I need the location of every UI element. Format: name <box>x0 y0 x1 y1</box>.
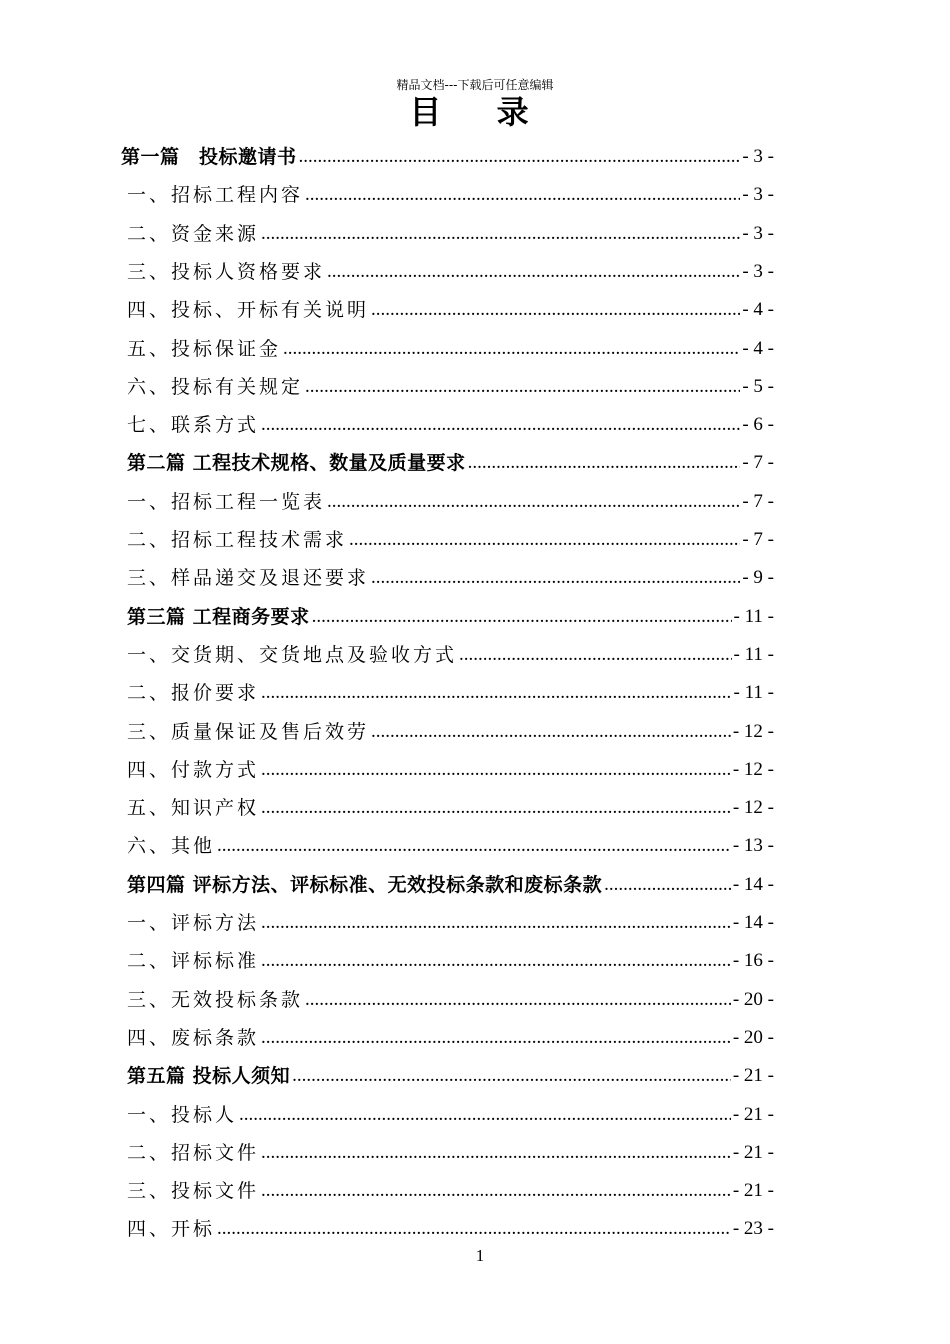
toc-dot-leader <box>327 491 740 513</box>
toc-entry-page: - 12 - <box>732 797 774 819</box>
toc-entry-page: - 11 - <box>733 643 774 665</box>
toc-entry-page: - 20 - <box>732 988 774 1010</box>
toc-dot-leader <box>349 529 740 551</box>
toc-subsection-entry[interactable] <box>127 173 774 211</box>
toc-entry-label: 三、投标人资格要求 <box>127 260 326 283</box>
toc-entry-page: - 21 - <box>732 1180 774 1202</box>
toc-entry-page: - 20 - <box>732 1026 774 1048</box>
toc-entry-label: 第五篇 投标人须知 <box>127 1065 291 1088</box>
toc-section-entry[interactable] <box>127 1054 774 1092</box>
toc-section-entry[interactable] <box>127 863 774 901</box>
toc-subsection-entry[interactable] <box>127 1131 774 1169</box>
toc-entry-label: 一、招标工程内容 <box>127 184 304 207</box>
toc-dot-leader <box>261 797 731 819</box>
toc-subsection-entry[interactable] <box>127 978 774 1016</box>
toc-entry-page: - 7 - <box>742 490 774 512</box>
toc-subsection-entry[interactable] <box>127 480 774 518</box>
toc-dot-leader <box>299 146 741 168</box>
toc-dot-leader <box>305 989 731 1011</box>
toc-subsection-entry[interactable] <box>127 939 774 977</box>
toc-entry-label: 三、样品递交及退还要求 <box>127 567 370 590</box>
toc-entry-label: 六、其他 <box>127 835 216 858</box>
toc-section-entry[interactable] <box>121 135 774 173</box>
toc-dot-leader <box>261 912 731 934</box>
toc-dot-leader <box>217 835 731 857</box>
toc-subsection-entry[interactable] <box>127 556 774 594</box>
toc-dot-leader <box>459 644 732 666</box>
toc-entry-label: 第二篇 工程技术规格、数量及质量要求 <box>127 452 466 475</box>
toc-entry-page: - 21 - <box>732 1065 774 1087</box>
toc-entry-label: 四、开标 <box>127 1218 216 1241</box>
toc-entry-page: - 21 - <box>732 1141 774 1163</box>
toc-subsection-entry[interactable] <box>127 1207 774 1245</box>
toc-subsection-entry[interactable] <box>127 1016 774 1054</box>
toc-entry-page: - 14 - <box>732 912 774 933</box>
toc-entry-page: - 7 - <box>742 452 774 474</box>
toc-dot-leader <box>261 950 731 972</box>
toc-entry-page: - 9 - <box>742 567 774 589</box>
toc-section-entry[interactable] <box>127 595 774 633</box>
toc-entry-label: 三、投标文件 <box>127 1180 260 1203</box>
toc-subsection-entry[interactable] <box>127 748 774 786</box>
toc-entry-page: - 7 - <box>742 529 774 550</box>
toc-dot-leader <box>261 414 740 436</box>
toc-entry-label: 一、评标方法 <box>127 912 260 934</box>
toc-subsection-entry[interactable] <box>127 824 774 862</box>
toc-dot-leader <box>292 1065 731 1087</box>
toc-dot-leader <box>261 1027 731 1049</box>
toc-entry-page: - 3 - <box>742 184 774 206</box>
toc-entry-page: - 12 - <box>732 758 774 780</box>
toc-dot-leader <box>371 299 740 321</box>
toc-entry-label: 三、质量保证及售后效劳 <box>127 720 370 743</box>
toc-dot-leader <box>305 184 740 206</box>
toc-dot-leader <box>217 1218 731 1240</box>
toc-subsection-entry[interactable] <box>127 901 774 939</box>
toc-entry-page: - 11 - <box>733 605 774 627</box>
toc-entry-label: 第三篇 工程商务要求 <box>127 605 310 628</box>
toc-entry-label: 七、联系方式 <box>127 414 260 437</box>
toc-dot-leader <box>312 606 732 628</box>
toc-dot-leader <box>371 721 731 743</box>
toc-subsection-entry[interactable] <box>127 250 774 288</box>
toc-entry-page: - 4 - <box>742 299 774 321</box>
toc-entry-page: - 16 - <box>732 950 774 972</box>
toc-subsection-entry[interactable] <box>127 365 774 403</box>
toc-dot-leader <box>468 452 741 474</box>
toc-entry-label: 二、招标文件 <box>127 1141 260 1164</box>
toc-entry-page: - 12 - <box>732 720 774 742</box>
toc-entry-label: 五、知识产权 <box>127 797 260 820</box>
toc-dot-leader <box>604 874 731 896</box>
toc-entry-page: - 3 - <box>742 260 774 282</box>
toc-entry-page: - 4 - <box>742 337 774 359</box>
toc-entry-label: 二、报价要求 <box>127 682 260 705</box>
toc-dot-leader <box>283 338 740 360</box>
toc-entry-label: 第四篇 评标方法、评标标准、无效投标条款和废标条款 <box>127 873 603 896</box>
toc-dot-leader <box>371 567 740 589</box>
page-title: 目 录 <box>409 93 551 131</box>
toc-entry-label: 第一篇 投标邀请书 <box>121 146 297 168</box>
toc-subsection-entry[interactable] <box>127 518 774 556</box>
toc-entry-label: 四、废标条款 <box>127 1026 260 1049</box>
toc-subsection-entry[interactable] <box>127 633 774 671</box>
toc-dot-leader <box>239 1104 731 1126</box>
toc-subsection-entry[interactable] <box>127 288 774 326</box>
toc-subsection-entry[interactable] <box>127 327 774 365</box>
toc-entry-label: 五、投标保证金 <box>127 337 282 360</box>
toc-section-entry[interactable] <box>127 441 774 479</box>
page-number: 1 <box>475 1246 485 1265</box>
toc-dot-leader <box>261 759 731 781</box>
toc-dot-leader <box>261 223 740 245</box>
toc-entry-page: - 3 - <box>742 146 774 167</box>
toc-entry-page: - 5 - <box>742 375 774 397</box>
toc-entry-label: 二、评标标准 <box>127 950 260 973</box>
header-note: 精品文档---下载后可任意编辑 <box>396 78 554 92</box>
toc-dot-leader <box>305 376 740 398</box>
toc-subsection-entry[interactable] <box>127 710 774 748</box>
toc-entry-label: 一、投标人 <box>127 1103 238 1126</box>
toc-entry-label: 六、投标有关规定 <box>127 375 304 398</box>
toc-entry-page: - 6 - <box>742 414 774 436</box>
toc-subsection-entry[interactable] <box>127 1093 774 1131</box>
toc-entry-label: 二、招标工程技术需求 <box>127 529 348 551</box>
toc-subsection-entry[interactable] <box>127 403 774 441</box>
toc-entry-label: 二、资金来源 <box>127 222 260 245</box>
toc-dot-leader <box>327 261 740 283</box>
toc-entry-page: - 3 - <box>742 222 774 244</box>
toc-entry-page: - 13 - <box>732 835 774 857</box>
toc-dot-leader <box>261 682 732 704</box>
toc-dot-leader <box>261 1180 731 1202</box>
toc-entry-label: 四、投标、开标有关说明 <box>127 299 370 322</box>
toc-entry-label: 四、付款方式 <box>127 758 260 781</box>
toc-subsection-entry[interactable] <box>127 671 774 709</box>
toc-entry-page: - 14 - <box>732 873 774 895</box>
toc-entry-page: - 21 - <box>732 1103 774 1125</box>
toc-entry-page: - 11 - <box>733 682 774 704</box>
toc-entry-label: 一、交货期、交货地点及验收方式 <box>127 643 458 666</box>
toc-subsection-entry[interactable] <box>127 786 774 824</box>
toc-subsection-entry[interactable] <box>127 212 774 250</box>
toc-entry-page: - 23 - <box>732 1218 774 1240</box>
toc-subsection-entry[interactable] <box>127 1169 774 1207</box>
toc-entry-label: 一、招标工程一览表 <box>127 490 326 513</box>
toc-dot-leader <box>261 1142 731 1164</box>
toc-entry-label: 三、无效投标条款 <box>127 988 304 1011</box>
